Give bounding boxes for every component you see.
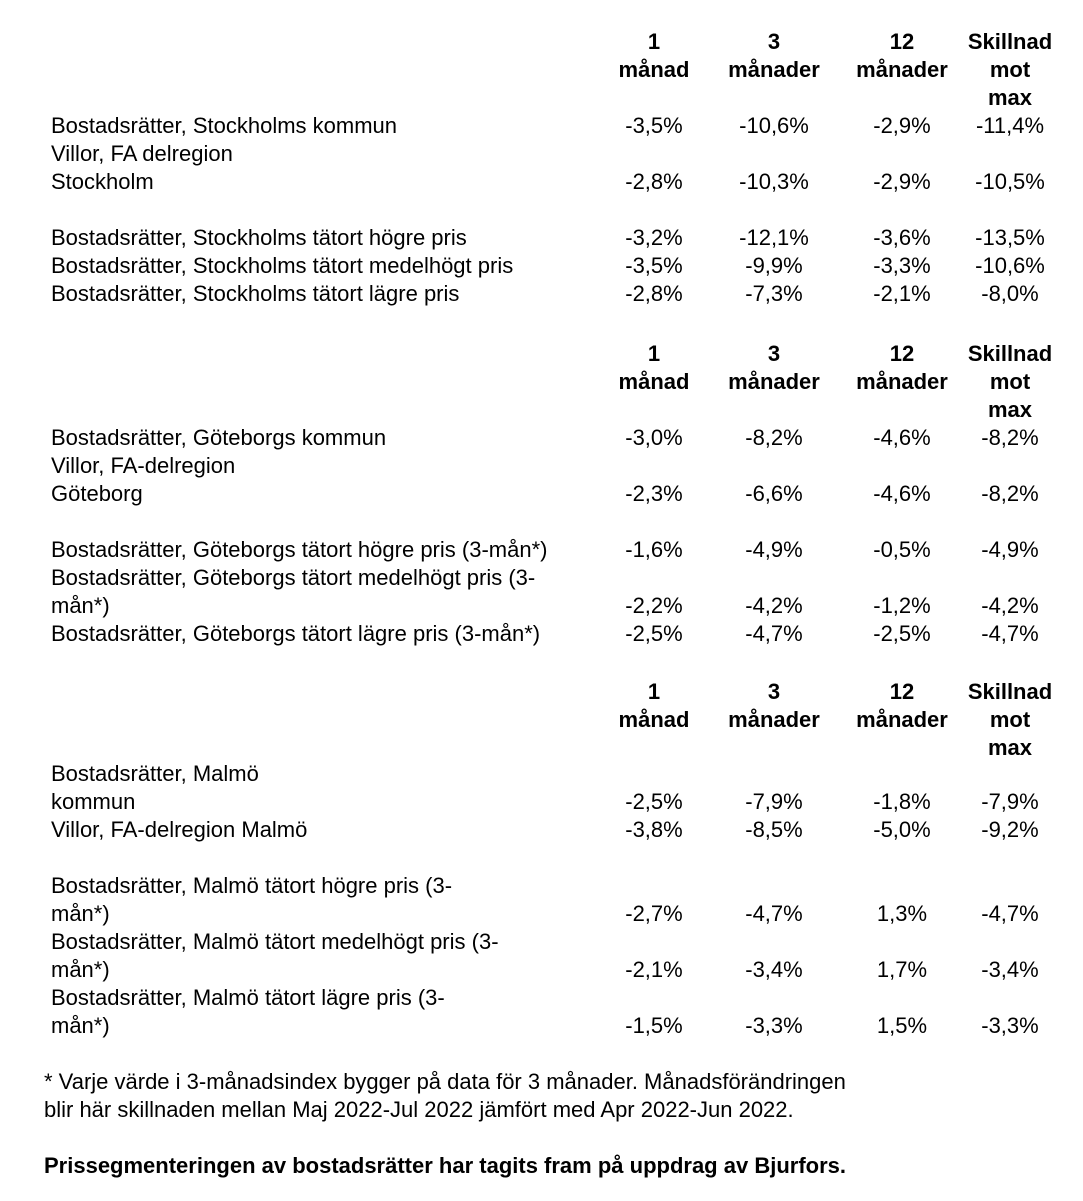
value-3-manader: -7,9%	[745, 789, 803, 814]
row-label: Villor, FA-delregion Malmö	[51, 817, 308, 842]
row-label: mån*)	[51, 957, 110, 982]
value-skillnad: -11,4%	[975, 113, 1045, 138]
value-12-manader: -2,9%	[873, 113, 931, 138]
table-row	[0, 252, 1083, 280]
header-skillnad-mot-max: Skillnad mot max	[967, 341, 1053, 422]
table-row	[0, 900, 1083, 928]
value-skillnad: -4,2%	[981, 593, 1039, 618]
value-12-manader: -5,0%	[873, 817, 931, 842]
value-12-manader: -4,6%	[873, 481, 931, 506]
header-skillnad-mot-max: Skillnad mot max	[967, 679, 1053, 760]
value-3-manader: -4,2%	[745, 593, 803, 618]
value-skillnad: -9,2%	[981, 817, 1039, 842]
value-skillnad: -13,5%	[975, 225, 1045, 250]
value-3-manader: -4,9%	[745, 537, 803, 562]
value-1-manad: -2,5%	[625, 621, 683, 646]
table-row	[0, 112, 1083, 140]
value-skillnad: -4,9%	[981, 537, 1039, 562]
value-skillnad: -3,3%	[981, 1013, 1039, 1038]
row-label: Villor, FA-delregion	[51, 453, 236, 478]
row-label: Bostadsrätter, Stockholms tätort högre pris	[51, 225, 467, 250]
value-1-manad: -1,5%	[625, 1013, 683, 1038]
value-3-manader: -10,3%	[739, 169, 809, 194]
value-1-manad: -2,1%	[625, 957, 683, 982]
row-label: mån*)	[51, 1013, 110, 1038]
table-row-label-line	[0, 564, 1083, 592]
value-3-manader: -3,4%	[745, 957, 803, 982]
value-12-manader: -1,8%	[873, 789, 931, 814]
table-row	[0, 788, 1083, 816]
value-1-manad: -1,6%	[625, 537, 683, 562]
value-1-manad: -2,2%	[625, 593, 683, 618]
table-row	[0, 1012, 1083, 1040]
value-3-manader: -12,1%	[739, 225, 809, 250]
table-row	[0, 280, 1083, 308]
value-skillnad: -7,9%	[981, 789, 1039, 814]
table-row-label-line	[0, 928, 1083, 956]
value-12-manader: -2,5%	[873, 621, 931, 646]
value-12-manader: -2,9%	[873, 169, 931, 194]
row-label: Bostadsrätter, Malmö tätort medelhögt pris (3-	[51, 929, 499, 954]
table-row-label-line	[0, 872, 1083, 900]
row-label: mån*)	[51, 593, 110, 618]
value-1-manad: -3,2%	[625, 225, 683, 250]
table-row	[0, 480, 1083, 508]
credit-note: Prissegmenteringen av bostadsrätter har tagits fram på uppdrag av Bjurfors.	[44, 1153, 846, 1178]
header-1-manad: 1 månad	[618, 679, 690, 732]
header-1-manad: 1 månad	[618, 29, 690, 82]
value-skillnad: -4,7%	[981, 901, 1039, 926]
value-1-manad: -2,8%	[625, 281, 683, 306]
value-1-manad: -2,5%	[625, 789, 683, 814]
value-skillnad: -8,0%	[981, 281, 1039, 306]
header-12-manader: 12 månader	[856, 29, 948, 82]
table-row-label-line	[0, 452, 1083, 480]
row-label: Bostadsrätter, Göteborgs tätort högre pris (3-mån*)	[51, 537, 548, 562]
row-label: Bostadsrätter, Göteborgs tätort lägre pris (3-mån*)	[51, 621, 541, 646]
row-label: mån*)	[51, 901, 110, 926]
value-12-manader: 1,7%	[876, 957, 928, 982]
value-1-manad: -2,8%	[625, 169, 683, 194]
value-3-manader: -8,5%	[745, 817, 803, 842]
value-3-manader: -7,3%	[745, 281, 803, 306]
header-12-manader: 12 månader	[856, 679, 948, 732]
header-12-manader: 12 månader	[856, 341, 948, 394]
value-skillnad: -10,6%	[975, 253, 1045, 278]
table-row	[0, 224, 1083, 252]
value-3-manader: -4,7%	[745, 901, 803, 926]
row-label: Bostadsrätter, Göteborgs tätort medelhögt pris (3-	[51, 565, 536, 590]
value-1-manad: -3,5%	[625, 113, 683, 138]
value-3-manader: -3,3%	[745, 1013, 803, 1038]
value-12-manader: -4,6%	[873, 425, 931, 450]
row-label: Bostadsrätter, Malmö tätort högre pris (3-	[51, 873, 453, 898]
value-3-manader: -9,9%	[745, 253, 803, 278]
value-1-manad: -3,0%	[625, 425, 683, 450]
header-3-manader: 3 månader	[728, 341, 820, 394]
row-label: kommun	[51, 789, 136, 814]
value-1-manad: -2,7%	[625, 901, 683, 926]
row-label: Bostadsrätter, Stockholms tätort medelhögt pris	[51, 253, 514, 278]
row-label: Bostadsrätter, Stockholms kommun	[51, 113, 398, 138]
value-skillnad: -3,4%	[981, 957, 1039, 982]
row-label: Göteborg	[51, 481, 143, 506]
header-skillnad-mot-max: Skillnad mot max	[967, 29, 1053, 110]
value-12-manader: -3,6%	[873, 225, 931, 250]
row-label: Bostadsrätter, Stockholms tätort lägre pris	[51, 281, 460, 306]
row-label: Bostadsrätter, Göteborgs kommun	[51, 425, 387, 450]
value-3-manader: -8,2%	[745, 425, 803, 450]
table-row	[0, 956, 1083, 984]
value-1-manad: -2,3%	[625, 481, 683, 506]
value-3-manader: -4,7%	[745, 621, 803, 646]
value-skillnad: -10,5%	[975, 169, 1045, 194]
value-3-manader: -10,6%	[739, 113, 809, 138]
header-3-manader: 3 månader	[728, 679, 820, 732]
value-1-manad: -3,5%	[625, 253, 683, 278]
value-skillnad: -4,7%	[981, 621, 1039, 646]
header-3-manader: 3 månader	[728, 29, 820, 82]
table-row-label-line	[0, 760, 1083, 788]
value-12-manader: -0,5%	[873, 537, 931, 562]
value-12-manader: 1,5%	[876, 1013, 928, 1038]
value-12-manader: -3,3%	[873, 253, 931, 278]
table-row	[0, 536, 1083, 564]
value-12-manader: -1,2%	[873, 593, 931, 618]
value-skillnad: -8,2%	[981, 481, 1039, 506]
value-3-manader: -6,6%	[745, 481, 803, 506]
table-row-label-line	[0, 984, 1083, 1012]
footnote-line-2: blir här skillnaden mellan Maj 2022-Jul 2022 jämfört med Apr 2022-Jun 2022.	[44, 1097, 794, 1122]
value-12-manader: 1,3%	[876, 901, 928, 926]
table-row	[0, 424, 1083, 452]
row-label: Stockholm	[51, 169, 154, 194]
table-row	[0, 816, 1083, 844]
header-1-manad: 1 månad	[618, 341, 690, 394]
table-row-label-line	[0, 140, 1083, 168]
row-label: Villor, FA delregion	[51, 141, 233, 166]
value-skillnad: -8,2%	[981, 425, 1039, 450]
table-row	[0, 168, 1083, 196]
row-label: Bostadsrätter, Malmö tätort lägre pris (3-	[51, 985, 445, 1010]
row-label: Bostadsrätter, Malmö	[51, 761, 259, 786]
footnote-line-1: * Varje värde i 3-månadsindex bygger på data för 3 månader. Månadsförändringen	[44, 1069, 846, 1094]
table-row	[0, 592, 1083, 620]
value-12-manader: -2,1%	[873, 281, 931, 306]
table-row	[0, 620, 1083, 648]
value-1-manad: -3,8%	[625, 817, 683, 842]
